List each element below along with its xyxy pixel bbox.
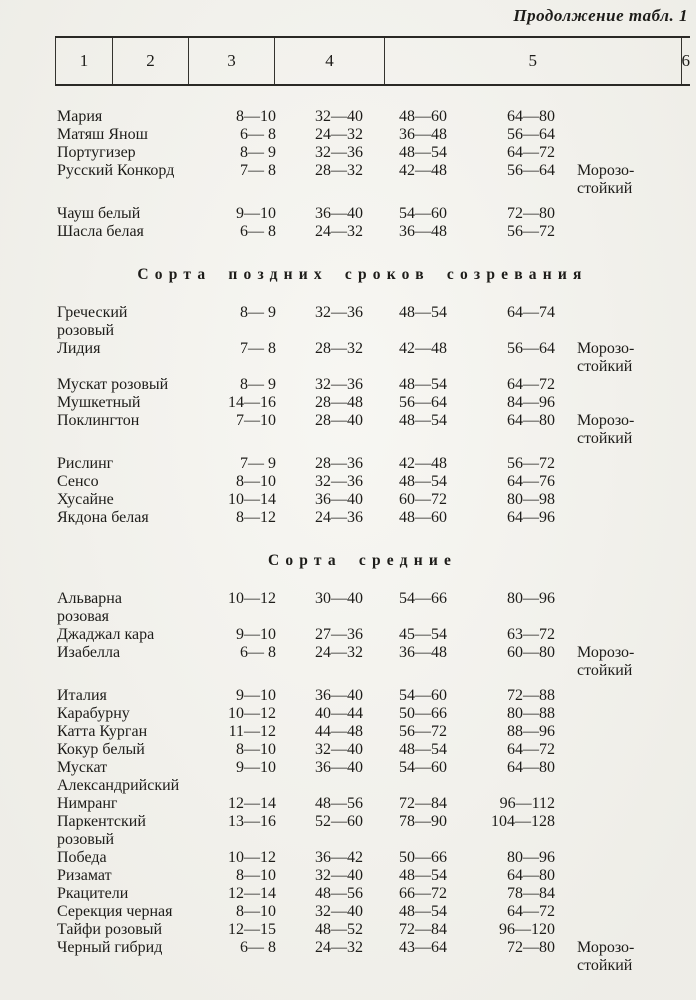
col2-range-value: 8— 9 <box>240 144 276 161</box>
row-group <box>0 687 696 975</box>
col4-range-value: 56—64 <box>399 394 447 411</box>
col2-range-value: 10—12 <box>228 590 276 607</box>
frost-hardiness-note <box>556 795 696 813</box>
variety-name-line: розовый <box>57 831 115 848</box>
col5-range-value: 72—88 <box>507 687 555 704</box>
col2-range-value: 6— 8 <box>240 939 276 956</box>
col4-range-value: 66—72 <box>399 885 447 902</box>
table-row <box>55 687 696 705</box>
table-row <box>55 903 696 921</box>
frost-hardiness-note-line: стойкий <box>577 358 633 375</box>
col2-range-value: 9—10 <box>236 687 276 704</box>
frost-hardiness-note-line: Морозо- <box>577 644 635 661</box>
col2-range-value: 8—12 <box>236 509 276 526</box>
table-row <box>55 126 696 144</box>
row-group <box>0 590 696 680</box>
frost-hardiness-note <box>556 626 696 644</box>
variety-name-line: Якдона белая <box>57 509 149 526</box>
col5-range-value: 64—80 <box>507 108 555 125</box>
col5-range-value: 56—72 <box>507 455 555 472</box>
column-number-cell: 2 <box>112 38 188 84</box>
col3-range-value: 32—40 <box>315 903 363 920</box>
col2-range-value: 8— 9 <box>240 376 276 393</box>
frost-hardiness-note <box>556 126 696 144</box>
variety-name-cell <box>55 939 223 957</box>
col4-range-value: 48—54 <box>399 741 447 758</box>
variety-name-cell <box>55 741 223 759</box>
table-row <box>55 723 696 741</box>
variety-name-line: Победа <box>57 849 107 866</box>
variety-name-line: Мускат розовый <box>57 376 169 393</box>
variety-name-line: Италия <box>57 687 107 704</box>
col2-range-value: 9—10 <box>236 205 276 222</box>
col3-range-value: 32—36 <box>315 376 363 393</box>
col5-range-value: 78—84 <box>507 885 555 902</box>
frost-hardiness-note-line: стойкий <box>577 957 633 974</box>
variety-name-line: Сенсо <box>57 473 99 490</box>
col5-range-value: 56—64 <box>507 162 555 179</box>
col5-range-value: 56—64 <box>507 126 555 143</box>
col5-range-value: 64—80 <box>507 867 555 884</box>
table-row <box>55 921 696 939</box>
frost-hardiness-note-line: Морозо- <box>577 412 635 429</box>
col4-range-value: 54—60 <box>399 205 447 222</box>
col4-range-value: 48—54 <box>399 412 447 429</box>
variety-name-line: Шасла белая <box>57 223 144 240</box>
col2-range-value: 11—12 <box>228 723 276 740</box>
table-section <box>0 551 696 975</box>
variety-name-line: Черный гибрид <box>57 939 163 956</box>
col2-range-value: 8—10 <box>236 903 276 920</box>
variety-name-cell <box>55 885 223 903</box>
col5-range-value: 64—72 <box>507 903 555 920</box>
col2-range-value: 8— 9 <box>240 304 276 321</box>
table-row <box>55 867 696 885</box>
col3-range-value: 28—32 <box>315 340 363 357</box>
col2-range-value: 9—10 <box>236 626 276 643</box>
col4-range-value: 42—48 <box>399 162 447 179</box>
col5-range-value: 80—96 <box>507 590 555 607</box>
variety-name-line: Мускат <box>57 759 108 776</box>
variety-name-line: Русский Конкорд <box>57 162 175 179</box>
col5-range-value: 84—96 <box>507 394 555 411</box>
col5-range-value: 64—80 <box>507 759 555 776</box>
frost-hardiness-note <box>556 759 696 777</box>
variety-name-line: Нимранг <box>57 795 118 812</box>
col4-range-value: 36—48 <box>399 223 447 240</box>
col3-range-value: 24—32 <box>315 644 363 661</box>
table-continuation-caption: Продолжение табл. 1 <box>513 6 688 25</box>
col2-range-value: 9—10 <box>236 759 276 776</box>
col2-range-value: 12—14 <box>228 885 276 902</box>
table-row <box>55 509 696 527</box>
variety-name-cell <box>55 376 223 394</box>
table-section <box>0 265 696 527</box>
col3-range-value: 36—40 <box>315 491 363 508</box>
table-row <box>55 849 696 867</box>
variety-name-cell <box>55 108 223 126</box>
frost-hardiness-note-line: стойкий <box>577 430 633 447</box>
frost-hardiness-note <box>556 394 696 412</box>
variety-name-line: розовая <box>57 608 110 625</box>
frost-hardiness-note <box>556 304 696 322</box>
table-row <box>55 590 696 626</box>
col5-range-value: 64—76 <box>507 473 555 490</box>
frost-hardiness-note <box>556 223 696 241</box>
variety-name-cell <box>55 126 223 144</box>
col4-range-value: 72—84 <box>399 795 447 812</box>
variety-name-cell <box>55 455 223 473</box>
col3-range-value: 28—32 <box>315 162 363 179</box>
col3-range-value: 48—52 <box>315 921 363 938</box>
frost-hardiness-note <box>556 108 696 126</box>
col4-range-value: 36—48 <box>399 644 447 661</box>
row-group <box>0 304 696 448</box>
col4-range-value: 42—48 <box>399 340 447 357</box>
column-number-cell: 5 <box>384 38 681 84</box>
table-row <box>55 455 696 473</box>
col3-range-value: 32—40 <box>315 741 363 758</box>
variety-name-line: Поклингтон <box>57 412 140 429</box>
column-number-cell: 6 <box>681 38 691 84</box>
col4-range-value: 54—60 <box>399 759 447 776</box>
variety-name-cell <box>55 723 223 741</box>
col3-range-value: 44—48 <box>315 723 363 740</box>
variety-name-line: Александрийский <box>57 777 180 794</box>
frost-hardiness-note <box>556 162 696 198</box>
col2-range-value: 6— 8 <box>240 223 276 240</box>
col4-range-value: 48—54 <box>399 867 447 884</box>
col3-range-value: 40—44 <box>315 705 363 722</box>
variety-name-line: Ркацители <box>57 885 129 902</box>
variety-name-cell <box>55 223 223 241</box>
frost-hardiness-note <box>556 723 696 741</box>
variety-name-line: Джаджал кара <box>57 626 155 643</box>
col5-range-value: 80—88 <box>507 705 555 722</box>
row-group <box>0 455 696 527</box>
frost-hardiness-note <box>556 644 696 680</box>
col2-range-value: 7— 9 <box>240 455 276 472</box>
col2-range-value: 12—15 <box>228 921 276 938</box>
col2-range-value: 14—16 <box>228 394 276 411</box>
col3-range-value: 36—40 <box>315 759 363 776</box>
variety-name-line: Мушкетный <box>57 394 141 411</box>
frost-hardiness-note-line: Морозо- <box>577 340 635 357</box>
col3-range-value: 36—40 <box>315 687 363 704</box>
variety-name-line: Изабелла <box>57 644 121 661</box>
frost-hardiness-note-line: стойкий <box>577 662 633 679</box>
table-row <box>55 205 696 223</box>
section-heading: Сорта поздних сроков созревания <box>137 266 588 283</box>
variety-name-cell <box>55 795 223 813</box>
variety-name-cell <box>55 705 223 723</box>
col3-range-value: 30—40 <box>315 590 363 607</box>
variety-name-line: Греческий <box>57 304 128 321</box>
col2-range-value: 6— 8 <box>240 126 276 143</box>
table-row <box>55 644 696 680</box>
table-row <box>55 412 696 448</box>
col4-range-value: 72—84 <box>399 921 447 938</box>
table-row <box>55 108 696 126</box>
table-row <box>55 813 696 849</box>
table-body <box>0 108 696 975</box>
col5-range-value: 64—80 <box>507 412 555 429</box>
frost-hardiness-note <box>556 903 696 921</box>
variety-name-cell <box>55 394 223 412</box>
col2-range-value: 7— 8 <box>240 340 276 357</box>
frost-hardiness-note <box>556 705 696 723</box>
frost-hardiness-note <box>556 741 696 759</box>
col5-range-value: 60—80 <box>507 644 555 661</box>
col4-range-value: 50—66 <box>399 849 447 866</box>
variety-name-cell <box>55 626 223 644</box>
col5-range-value: 96—112 <box>499 795 555 812</box>
col5-range-value: 64—96 <box>507 509 555 526</box>
col2-range-value: 13—16 <box>228 813 276 830</box>
row-group <box>0 205 696 241</box>
column-number-cell: 1 <box>55 38 112 84</box>
col2-range-value: 8—10 <box>236 741 276 758</box>
col2-range-value: 6— 8 <box>240 644 276 661</box>
variety-name-line: Тайфи розовый <box>57 921 163 938</box>
col5-range-value: 72—80 <box>507 205 555 222</box>
variety-name-line: Хусайне <box>57 491 114 508</box>
variety-name-cell <box>55 813 223 849</box>
col2-range-value: 8—10 <box>236 473 276 490</box>
col5-range-value: 104—128 <box>491 813 555 830</box>
col4-range-value: 36—48 <box>399 126 447 143</box>
col5-range-value: 63—72 <box>507 626 555 643</box>
frost-hardiness-note <box>556 590 696 608</box>
frost-hardiness-note-line: Морозо- <box>577 162 635 179</box>
variety-name-line: розовый <box>57 322 115 339</box>
column-number-cell: 4 <box>274 38 384 84</box>
frost-hardiness-note <box>556 376 696 394</box>
row-group <box>0 108 696 198</box>
variety-name-line: Ризамат <box>57 867 112 884</box>
variety-name-line: Рислинг <box>57 455 114 472</box>
col3-range-value: 32—36 <box>315 144 363 161</box>
variety-name-cell <box>55 849 223 867</box>
frost-hardiness-note-line: стойкий <box>577 180 633 197</box>
col3-range-value: 52—60 <box>315 813 363 830</box>
col3-range-value: 32—40 <box>315 108 363 125</box>
frost-hardiness-note <box>556 939 696 975</box>
col4-range-value: 78—90 <box>399 813 447 830</box>
variety-name-cell <box>55 473 223 491</box>
table-section <box>0 108 696 241</box>
frost-hardiness-note <box>556 473 696 491</box>
col5-range-value: 64—72 <box>507 376 555 393</box>
variety-name-cell <box>55 491 223 509</box>
variety-name-line: Лидия <box>57 340 101 357</box>
col2-range-value: 10—14 <box>228 491 276 508</box>
col3-range-value: 28—40 <box>315 412 363 429</box>
variety-name-line: Матяш Янош <box>57 126 148 143</box>
table-header-row <box>55 36 690 86</box>
col2-range-value: 12—14 <box>228 795 276 812</box>
col4-range-value: 48—54 <box>399 473 447 490</box>
col5-range-value: 88—96 <box>507 723 555 740</box>
col3-range-value: 32—40 <box>315 867 363 884</box>
col4-range-value: 48—54 <box>399 304 447 321</box>
col3-range-value: 24—36 <box>315 509 363 526</box>
frost-hardiness-note <box>556 412 696 448</box>
table-row <box>55 473 696 491</box>
table-row <box>55 626 696 644</box>
variety-name-cell <box>55 205 223 223</box>
col3-range-value: 36—40 <box>315 205 363 222</box>
section-groups <box>0 590 696 975</box>
variety-name-cell <box>55 867 223 885</box>
frost-hardiness-note <box>556 144 696 162</box>
column-number-cell: 3 <box>188 38 274 84</box>
frost-hardiness-note <box>556 687 696 705</box>
frost-hardiness-note <box>556 867 696 885</box>
variety-name-line: Катта Курган <box>57 723 148 740</box>
frost-hardiness-note-line: Морозо- <box>577 939 635 956</box>
table-row <box>55 394 696 412</box>
frost-hardiness-note <box>556 921 696 939</box>
col5-range-value: 72—80 <box>507 939 555 956</box>
variety-name-cell <box>55 509 223 527</box>
col4-range-value: 45—54 <box>399 626 447 643</box>
col4-range-value: 48—60 <box>399 509 447 526</box>
variety-name-line: Кокур белый <box>57 741 145 758</box>
table-row <box>55 340 696 376</box>
variety-name-cell <box>55 162 223 180</box>
col5-range-value: 64—74 <box>507 304 555 321</box>
variety-name-cell <box>55 144 223 162</box>
col4-range-value: 42—48 <box>399 455 447 472</box>
col5-range-value: 56—72 <box>507 223 555 240</box>
section-groups <box>0 108 696 241</box>
col5-range-value: 96—120 <box>499 921 555 938</box>
variety-name-line: Мария <box>57 108 103 125</box>
col4-range-value: 54—66 <box>399 590 447 607</box>
col2-range-value: 10—12 <box>228 705 276 722</box>
col4-range-value: 48—54 <box>399 144 447 161</box>
col3-range-value: 27—36 <box>315 626 363 643</box>
col5-range-value: 56—64 <box>507 340 555 357</box>
frost-hardiness-note <box>556 340 696 376</box>
variety-name-cell <box>55 590 223 626</box>
table-row <box>55 795 696 813</box>
col2-range-value: 10—12 <box>228 849 276 866</box>
col2-range-value: 7—10 <box>236 412 276 429</box>
col2-range-value: 8—10 <box>236 867 276 884</box>
col4-range-value: 48—54 <box>399 376 447 393</box>
table-row <box>55 144 696 162</box>
frost-hardiness-note <box>556 205 696 223</box>
table-row <box>55 705 696 723</box>
col3-range-value: 48—56 <box>315 795 363 812</box>
col3-range-value: 48—56 <box>315 885 363 902</box>
variety-name-cell <box>55 340 223 358</box>
variety-name-cell <box>55 759 223 795</box>
variety-name-line: Серекция черная <box>57 903 173 920</box>
col5-range-value: 80—98 <box>507 491 555 508</box>
col3-range-value: 28—48 <box>315 394 363 411</box>
table-row <box>55 741 696 759</box>
col4-range-value: 48—60 <box>399 108 447 125</box>
variety-name-cell <box>55 921 223 939</box>
col4-range-value: 60—72 <box>399 491 447 508</box>
col4-range-value: 50—66 <box>399 705 447 722</box>
frost-hardiness-note <box>556 849 696 867</box>
section-heading: Сорта средние <box>267 552 458 569</box>
col4-range-value: 43—64 <box>399 939 447 956</box>
col4-range-value: 54—60 <box>399 687 447 704</box>
col2-range-value: 7— 8 <box>240 162 276 179</box>
variety-name-cell <box>55 903 223 921</box>
table-row <box>55 885 696 903</box>
frost-hardiness-note <box>556 455 696 473</box>
table-row <box>55 759 696 795</box>
table-row <box>55 491 696 509</box>
variety-name-line: Паркентский <box>57 813 146 830</box>
col5-range-value: 64—72 <box>507 144 555 161</box>
frost-hardiness-note <box>556 885 696 903</box>
col3-range-value: 24—32 <box>315 126 363 143</box>
variety-name-line: Карабурну <box>57 705 130 722</box>
variety-name-cell <box>55 687 223 705</box>
frost-hardiness-note <box>556 813 696 831</box>
frost-hardiness-note <box>556 491 696 509</box>
table-row <box>55 376 696 394</box>
frost-hardiness-note <box>556 509 696 527</box>
col3-range-value: 24—32 <box>315 939 363 956</box>
variety-name-line: Чауш белый <box>57 205 141 222</box>
col3-range-value: 32—36 <box>315 473 363 490</box>
table-row <box>55 304 696 340</box>
col2-range-value: 8—10 <box>236 108 276 125</box>
section-groups <box>0 304 696 527</box>
variety-name-line: Португизер <box>57 144 136 161</box>
col3-range-value: 28—36 <box>315 455 363 472</box>
variety-name-cell <box>55 412 223 430</box>
variety-name-line: Альварна <box>57 590 122 607</box>
col3-range-value: 32—36 <box>315 304 363 321</box>
col4-range-value: 48—54 <box>399 903 447 920</box>
col5-range-value: 64—72 <box>507 741 555 758</box>
table-row <box>55 162 696 198</box>
table-row <box>55 939 696 975</box>
col3-range-value: 24—32 <box>315 223 363 240</box>
col3-range-value: 36—42 <box>315 849 363 866</box>
table-row <box>55 223 696 241</box>
col4-range-value: 56—72 <box>399 723 447 740</box>
variety-name-cell <box>55 644 223 662</box>
variety-name-cell <box>55 304 223 340</box>
col5-range-value: 80—96 <box>507 849 555 866</box>
